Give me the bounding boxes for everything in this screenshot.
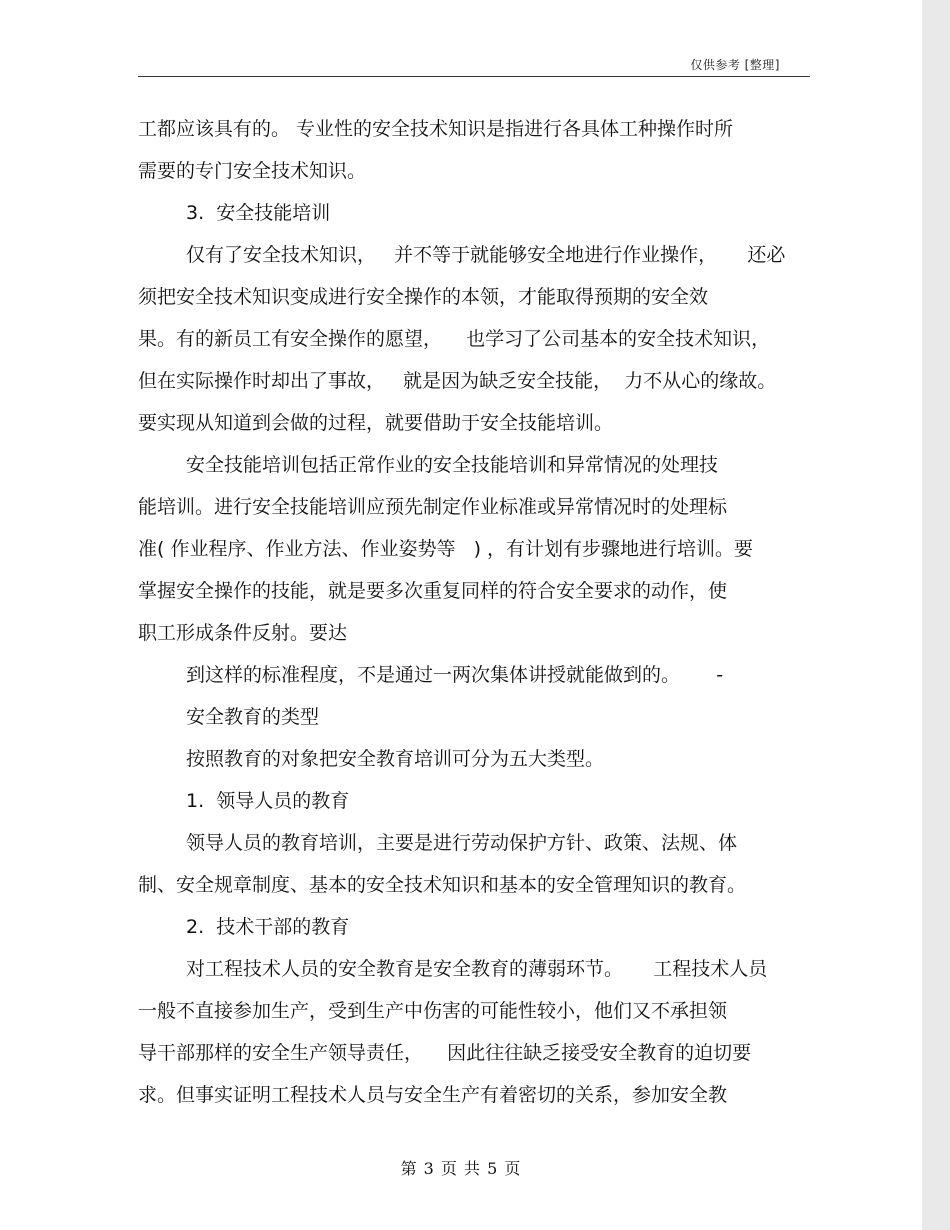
text-line: 果。有的新员工有安全操作的愿望， 也学习了公司基本的安全技术知识， <box>138 328 771 350</box>
body-text <box>138 108 818 1116</box>
page-number: 第 3 页 共 5 页 <box>400 1159 522 1178</box>
text-line: 一般不直接参加生产，受到生产中伤害的可能性较小，他们又不承担领 <box>138 1000 728 1022</box>
text-line: 领导人员的教育培训，主要是进行劳动保护方针、政策、法规、体 <box>186 832 738 854</box>
text-line: 要实现从知道到会做的过程，就要借助于安全技能培训。 <box>138 412 614 434</box>
text-line: 制、安全规章制度、基本的安全技术知识和基本的安全管理知识的教育。 <box>138 874 747 896</box>
section-heading: 安全教育的类型 <box>186 706 320 728</box>
text-line: 按照教育的对象把安全教育培训可分为五大类型。 <box>186 748 605 770</box>
header-divider <box>138 76 810 77</box>
text-line: 导干部那样的安全生产领导责任， 因此往往缺乏接受安全教育的迫切要 <box>138 1042 752 1064</box>
text-line: 工都应该具有的。 专业性的安全技术知识是指进行各具体工种操作时所 <box>138 118 734 140</box>
header-note: 仅供参考 [整理] <box>690 58 780 72</box>
text-line: 安全技能培训包括正常作业的安全技能培训和异常情况的处理技 <box>186 454 719 476</box>
text-line: 职工形成条件反射。要达 <box>138 622 348 644</box>
text-line: 求。但事实证明工程技术人员与安全生产有着密切的关系，参加安全教 <box>138 1084 728 1106</box>
section-heading: 2. 技术干部的教育 <box>186 916 350 938</box>
text-line: 准( 作业程序、作业方法、作业姿势等 ) ，有计划有步骤地进行培训。要 <box>138 538 754 560</box>
text-line: 能培训。进行安全技能培训应预先制定作业标准或异常情况时的处理标 <box>138 496 728 518</box>
text-line: 需要的专门安全技术知识。 <box>138 160 367 182</box>
text-line: 须把安全技术知识变成进行安全操作的本领，才能取得预期的安全效 <box>138 286 709 308</box>
text-line: 对工程技术人员的安全教育是安全教育的薄弱环节。 工程技术人员 <box>186 958 768 980</box>
section-heading: 1. 领导人员的教育 <box>186 790 350 812</box>
text-line: 但在实际操作时却出了事故， 就是因为缺乏安全技能， 力不从心的缘故。 <box>138 370 777 392</box>
text-line: 仅有了安全技术知识， 并不等于就能够安全地进行作业操作， 还必 <box>186 244 786 266</box>
section-heading: 3. 安全技能培训 <box>186 202 331 224</box>
text-line: 掌握安全操作的技能，就是要多次重复同样的符合安全要求的动作，使 <box>138 580 728 602</box>
text-line: 到这样的标准程度，不是通过一两次集体讲授就能做到的。 - <box>186 664 724 686</box>
